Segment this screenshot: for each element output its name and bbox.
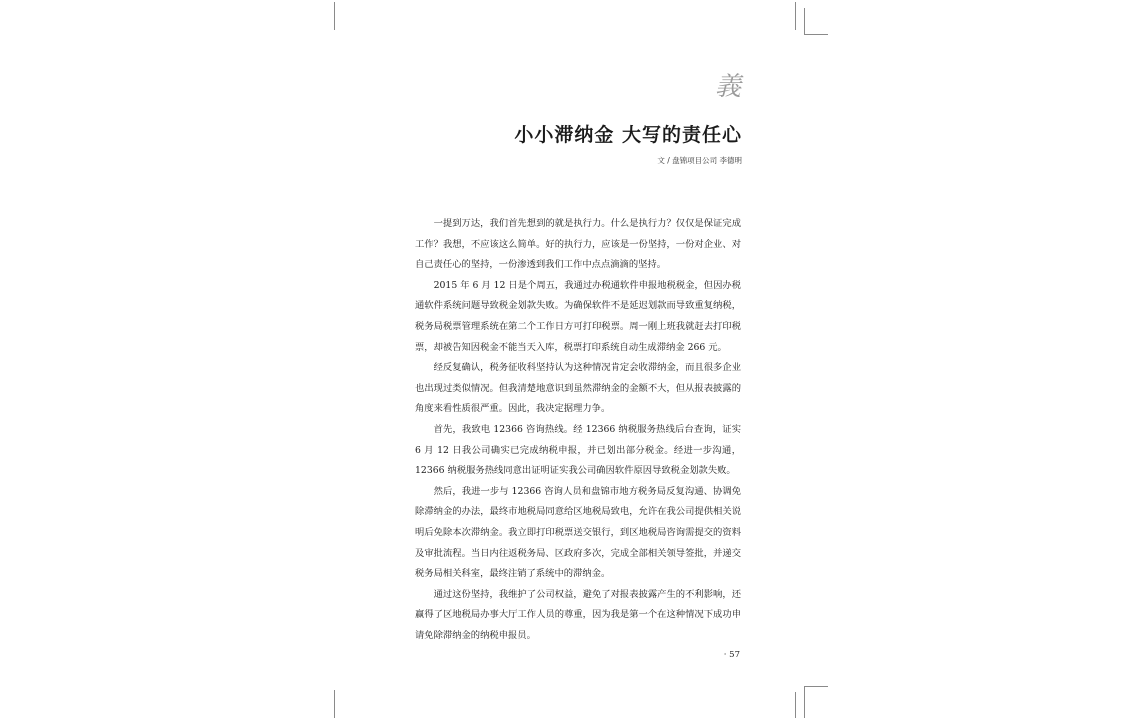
article-byline: 文 / 盘锦项目公司 李德明: [657, 156, 742, 165]
crop-mark-top-right-vertical: [795, 2, 796, 30]
crop-mark-bottom-right-horizontal: [804, 686, 828, 687]
article-title: 小小滞纳金 大写的责任心: [514, 124, 742, 146]
crop-mark-top-left: [334, 2, 335, 30]
paragraph: 经反复确认，税务征收科坚持认为这种情况肯定会收滞纳金，而且很多企业也出现过类似情况。但我清楚地意识到虽然滞纳金的金额不大，但从报表披露的角度来看性质很严重。因此，我决定据理力争。: [415, 362, 741, 415]
crop-mark-bottom-left: [334, 690, 335, 718]
page-number: · 57: [723, 650, 740, 660]
section-mark-glyph: 義: [714, 72, 741, 102]
paragraph: 通过这份坚持，我维护了公司权益，避免了对报表披露产生的不利影响，还赢得了区地税局办事大厅工作人员的尊重，因为我是第一个在这种情况下成功申请免除滞纳金的纳税申报员。: [415, 588, 741, 641]
paragraph: 2015 年 6 月 12 日是个周五，我通过办税通软件申报地税税金，但因办税通软件系统问题导致税金划款失败。为确保软件不是延迟划款而导致重复纳税，税务局税票管理系统在第二个工作日方可打印税票。周一刚上班我就赶去打印税票，却被告知因税金不能当天入库，税票打印系统自动生成滞纳金 266 元。: [415, 279, 741, 353]
paragraph: 一提到万达，我们首先想到的就是执行力。什么是执行力？仅仅是保证完成工作？我想，不应该这么简单。好的执行力，应该是一份坚持，一份对企业、对自己责任心的坚持，一份渗透到我们工作中点点滴滴的坚持。: [415, 218, 741, 271]
crop-mark-bottom-right-vertical: [795, 692, 796, 718]
paragraph: 然后，我进一步与 12366 咨询人员和盘锦市地方税务局反复沟通、协调免除滞纳金的办法，最终市地税局同意给区地税局致电，允许在我公司提供相关说明后免除本次滞纳金。我立即打印税票送交银行，到区地税局咨询需提交的资料及审批流程。当日内往返税务局、区政府多次，完成全部相关领导签批，并递交税务局相关科室，最终注销了系统中的滞纳金。: [415, 485, 741, 580]
crop-mark-bottom-right-vertical-inner: [804, 686, 805, 718]
crop-mark-top-right-horizontal: [804, 34, 828, 35]
crop-mark-top-right-vertical-inner: [804, 8, 805, 34]
article-body: [415, 214, 741, 646]
paragraph: 首先，我致电 12366 咨询热线。经 12366 纳税服务热线后台查询，证实 6 月 12 日我公司确实已完成纳税申报，并已划出部分税金。经进一步沟通，12366 纳税服务热线同意出证明证实我公司确因软件原因导致税金划款失败。: [415, 423, 741, 477]
